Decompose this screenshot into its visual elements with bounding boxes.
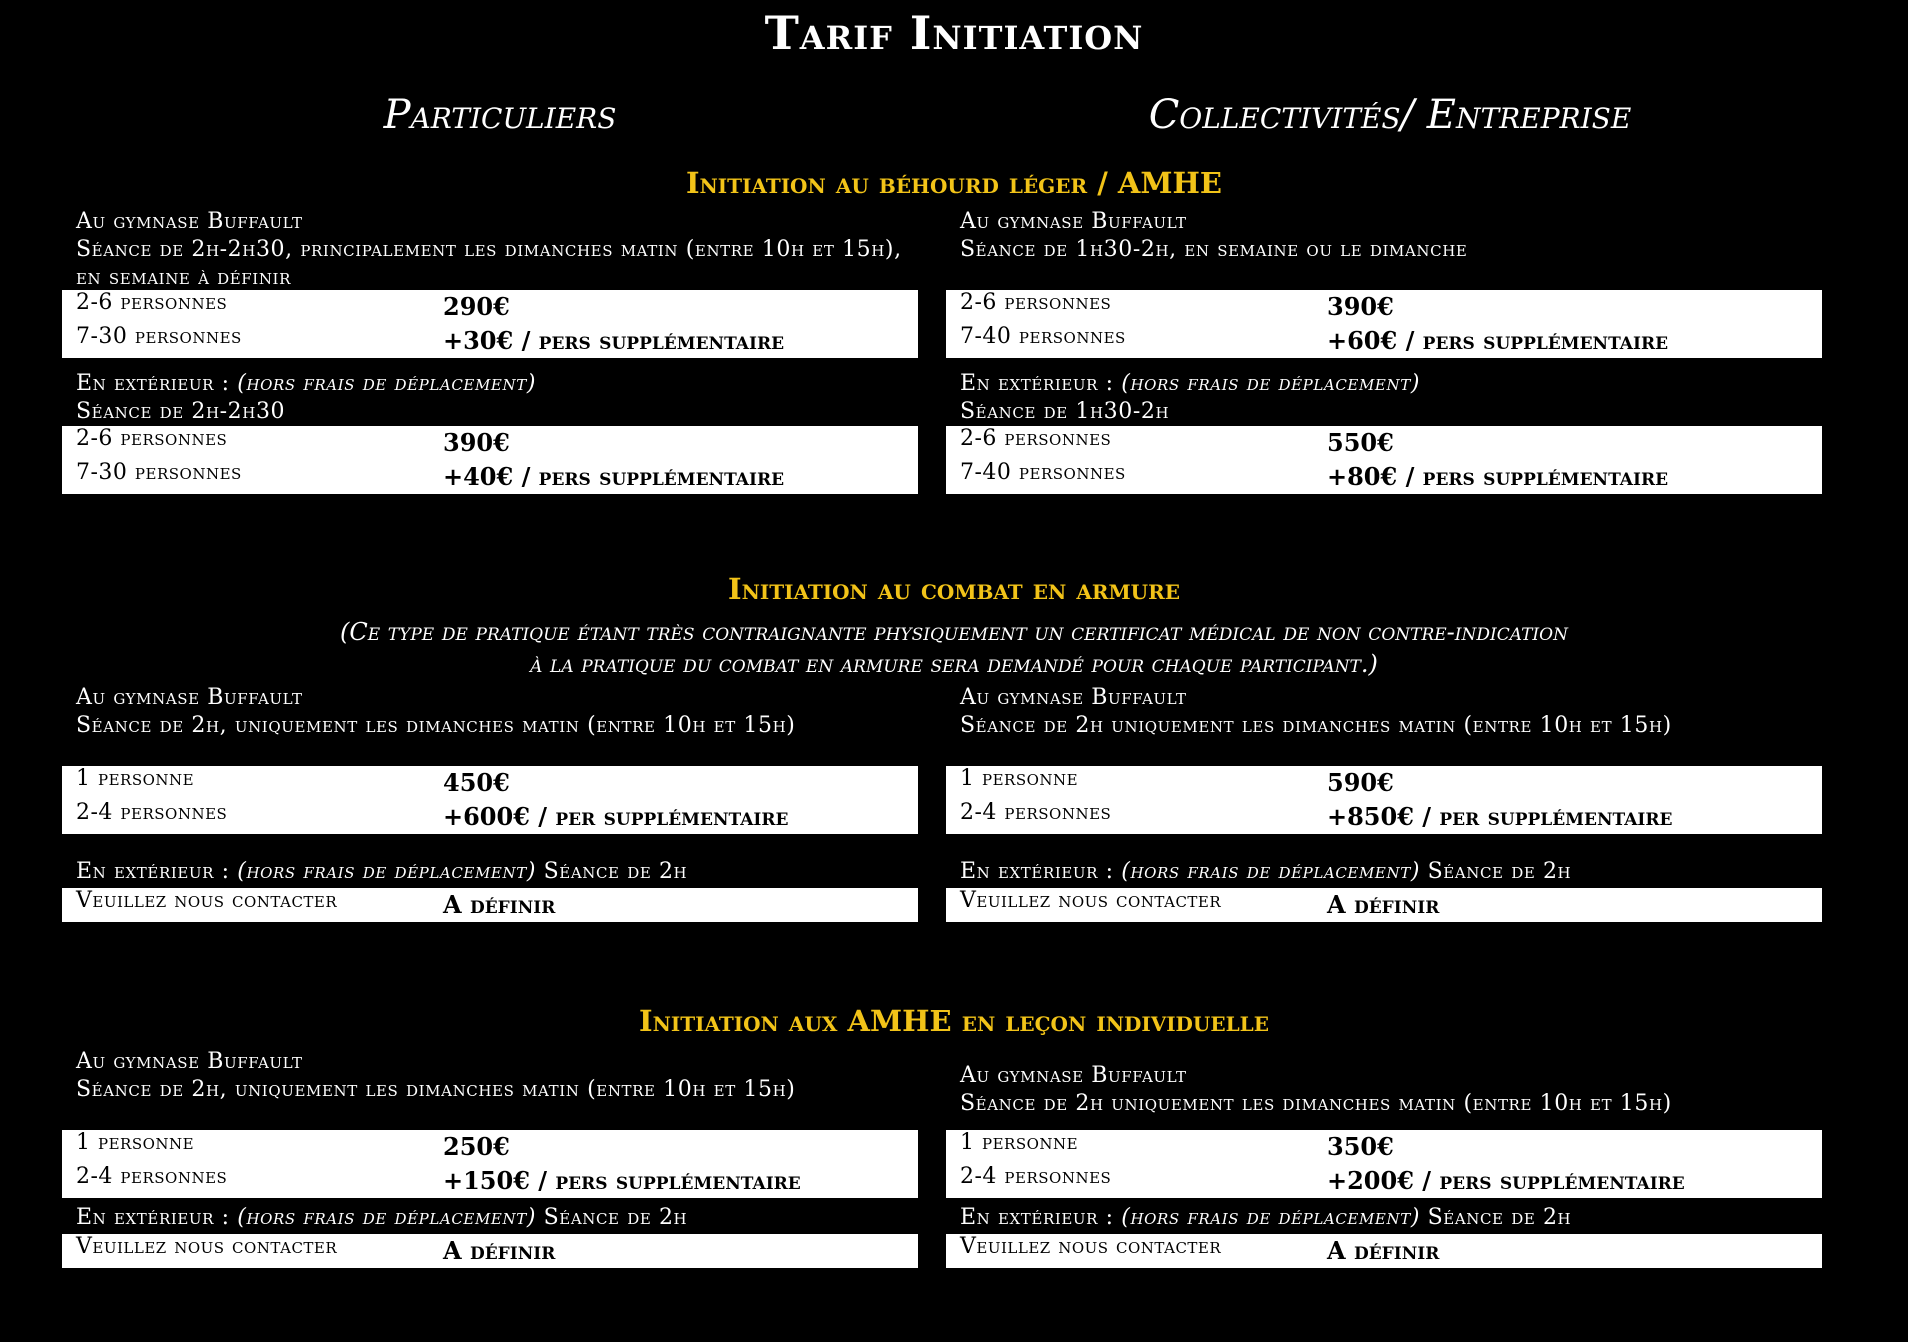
group-size-label: 2-6 personnes [76, 426, 228, 451]
price-value: A définir [1327, 890, 1440, 919]
outdoor-info [960, 1204, 1571, 1232]
contact-box [62, 888, 918, 922]
price-value: +150€ / pers supplémentaire [443, 1166, 801, 1195]
price-box [62, 766, 918, 834]
outdoor-label: En extérieur : [76, 371, 230, 396]
price-value: +850€ / per supplémentaire [1327, 802, 1673, 831]
price-value: 450€ [443, 768, 510, 797]
price-row [76, 1130, 918, 1164]
price-row [76, 324, 918, 358]
price-box [946, 766, 1822, 834]
session-description: Séance de 2h uniquement les dimanches matin (entre 10h et 15h) [960, 713, 1672, 738]
group-size-label: 2-4 personnes [76, 1164, 228, 1189]
price-value: 250€ [443, 1132, 510, 1161]
price-value: 290€ [443, 292, 510, 321]
contact-box [62, 1234, 918, 1268]
group-size-label: 1 personne [960, 766, 1079, 791]
outdoor-label: En extérieur : [76, 1205, 230, 1230]
price-row [960, 888, 1822, 922]
location-text: Au gymnase Buffault [960, 685, 1187, 710]
outdoor-info [960, 858, 1571, 886]
price-value: 590€ [1327, 768, 1394, 797]
contact-box [946, 1234, 1822, 1268]
contact-label: Veuillez nous contacter [76, 1234, 338, 1259]
location-text: Au gymnase Buffault [960, 209, 1187, 234]
group-size-label: 2-6 personnes [76, 290, 228, 315]
price-value: 390€ [1327, 292, 1394, 321]
section-heading-behourd: Initiation au béhourd léger / AMHE [685, 166, 1223, 200]
outdoor-label: En extérieur : [76, 859, 230, 884]
price-value: 550€ [1327, 428, 1394, 457]
outdoor-info [76, 1204, 687, 1232]
session-description: Séance de 2h-2h30, principalement les dimanches matin (entre 10h et 15h), en semaine à définir [76, 237, 902, 290]
group-size-label: 2-4 personnes [960, 800, 1112, 825]
contact-label: Veuillez nous contacter [76, 888, 338, 913]
column-heading-particuliers: Particuliers [383, 92, 617, 138]
price-row [76, 1234, 918, 1268]
price-value: A définir [443, 890, 556, 919]
price-row [960, 1130, 1822, 1164]
medical-certificate-note [0, 616, 1908, 680]
price-box [946, 426, 1822, 494]
price-row [960, 290, 1822, 324]
price-value: +80€ / pers supplémentaire [1327, 462, 1669, 491]
location-info [960, 1062, 1820, 1118]
location-info [960, 684, 1820, 740]
outdoor-note: (hors frais de déplacement) [237, 859, 536, 884]
price-row [76, 800, 918, 834]
group-size-label: 1 personne [76, 1130, 195, 1155]
group-size-label: 2-6 personnes [960, 290, 1112, 315]
outdoor-info [76, 370, 536, 426]
price-row [960, 426, 1822, 460]
contact-label: Veuillez nous contacter [960, 1234, 1222, 1259]
column-heading-collectivites: Collectivités/ Entreprise [1148, 92, 1632, 138]
price-value: +600€ / per supplémentaire [443, 802, 789, 831]
price-value: +200€ / pers supplémentaire [1327, 1166, 1685, 1195]
session-description: Séance de 2h, uniquement les dimanches matin (entre 10h et 15h) [76, 713, 796, 738]
group-size-label: 7-30 personnes [76, 324, 242, 349]
price-value: +60€ / pers supplémentaire [1327, 326, 1669, 355]
session-description: Séance de 1h30-2h [960, 399, 1170, 424]
outdoor-info [960, 370, 1420, 426]
price-row [960, 1164, 1822, 1198]
session-description: Séance de 2h [1427, 859, 1572, 884]
outdoor-note: (hors frais de déplacement) [237, 371, 536, 396]
location-info [76, 208, 906, 292]
session-description: Séance de 2h-2h30 [76, 399, 286, 424]
outdoor-note: (hors frais de déplacement) [1121, 1205, 1420, 1230]
outdoor-label: En extérieur : [960, 1205, 1114, 1230]
price-row [76, 290, 918, 324]
location-text: Au gymnase Buffault [76, 209, 303, 234]
price-box [62, 290, 918, 358]
session-description: Séance de 2h [543, 1205, 688, 1230]
group-size-label: 1 personne [76, 766, 195, 791]
group-size-label: 2-6 personnes [960, 426, 1112, 451]
session-description: Séance de 2h, uniquement les dimanches matin (entre 10h et 15h) [76, 1077, 796, 1102]
group-size-label: 2-4 personnes [960, 1164, 1112, 1189]
session-description: Séance de 2h uniquement les dimanches matin (entre 10h et 15h) [960, 1091, 1672, 1116]
contact-label: Veuillez nous contacter [960, 888, 1222, 913]
location-text: Au gymnase Buffault [76, 1049, 303, 1074]
price-row [76, 460, 918, 494]
price-value: 390€ [443, 428, 510, 457]
note-line: (Ce type de pratique étant très contraignante physiquement un certificat médical de non contre-indication [340, 618, 1568, 646]
price-row [76, 888, 918, 922]
price-value: +30€ / pers supplémentaire [443, 326, 785, 355]
section-heading-combat-armure: Initiation au combat en armure [728, 572, 1180, 606]
location-text: Au gymnase Buffault [76, 685, 303, 710]
note-line: à la pratique du combat en armure sera demandé pour chaque participant.) [530, 650, 1378, 678]
price-row [960, 766, 1822, 800]
session-description: Séance de 1h30-2h, en semaine ou le dimanche [960, 237, 1468, 262]
location-info [76, 1048, 906, 1104]
outdoor-info [76, 858, 687, 886]
price-box [62, 1130, 918, 1198]
price-value: A définir [1327, 1236, 1440, 1265]
group-size-label: 7-40 personnes [960, 324, 1126, 349]
group-size-label: 7-40 personnes [960, 460, 1126, 485]
outdoor-note: (hors frais de déplacement) [237, 1205, 536, 1230]
location-info [76, 684, 906, 740]
price-row [960, 324, 1822, 358]
price-value: +40€ / pers supplémentaire [443, 462, 785, 491]
location-text: Au gymnase Buffault [960, 1063, 1187, 1088]
contact-box [946, 888, 1822, 922]
price-box [946, 1130, 1822, 1198]
price-row [960, 800, 1822, 834]
group-size-label: 2-4 personnes [76, 800, 228, 825]
session-description: Séance de 2h [1427, 1205, 1572, 1230]
session-description: Séance de 2h [543, 859, 688, 884]
price-box [62, 426, 918, 494]
section-heading-lecon-individuelle: Initiation aux AMHE en leçon individuelle [639, 1004, 1269, 1038]
price-row [76, 766, 918, 800]
outdoor-note: (hors frais de déplacement) [1121, 859, 1420, 884]
location-info [960, 208, 1820, 264]
outdoor-label: En extérieur : [960, 371, 1114, 396]
group-size-label: 1 personne [960, 1130, 1079, 1155]
outdoor-label: En extérieur : [960, 859, 1114, 884]
price-row [76, 426, 918, 460]
price-value: 350€ [1327, 1132, 1394, 1161]
price-row [76, 1164, 918, 1198]
price-row [960, 1234, 1822, 1268]
outdoor-note: (hors frais de déplacement) [1121, 371, 1420, 396]
page-title: Tarif Initiation [764, 6, 1144, 60]
price-box [946, 290, 1822, 358]
group-size-label: 7-30 personnes [76, 460, 242, 485]
price-value: A définir [443, 1236, 556, 1265]
price-row [960, 460, 1822, 494]
